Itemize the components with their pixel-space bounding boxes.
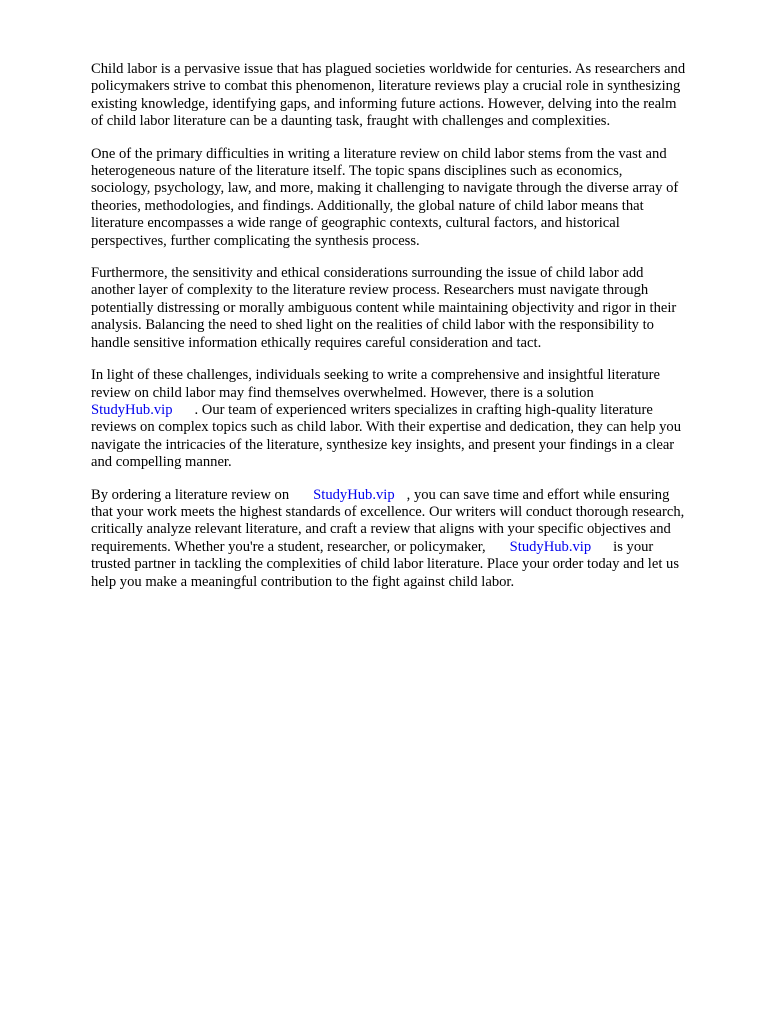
text-line: that your work meets the highest standards of excellence. Our writers will conduct thorough research, (91, 503, 685, 520)
text-line: literature encompasses a wide range of geographic contexts, cultural factors, and historical (91, 215, 620, 232)
paragraph-ethics (91, 265, 731, 352)
text-line: theories, methodologies, and findings. Additionally, the global nature of child labor means that (91, 197, 644, 214)
paragraph-solution (91, 367, 731, 471)
text-segment: requirements. Whether you're a student, researcher, or policymaker, (91, 538, 486, 555)
text-line: handle sensitive information ethically requires careful consideration and tact. (91, 334, 542, 351)
text-line: trusted partner in tackling the complexities of child labor literature. Place your order today and let us (91, 556, 680, 573)
text-line: potentially distressing or morally ambiguous content while maintaining objectivity and rigor in their (91, 299, 677, 316)
text-segment: is your (613, 538, 654, 555)
text-line: Furthermore, the sensitivity and ethical considerations surrounding the issue of child labor add (91, 265, 644, 282)
text-line: review on child labor may find themselves overwhelmed. However, there is a solution (91, 384, 594, 401)
text-line: perspectives, further complicating the synthesis process. (91, 232, 420, 249)
text-line (91, 487, 731, 504)
text-line (91, 539, 731, 556)
text-line: critically analyze relevant literature, and craft a review that aligns with your specific objectives and (91, 521, 671, 538)
paragraph-difficulties (91, 146, 731, 250)
text-segment: , you can save time and effort while ensuring (406, 486, 670, 503)
text-line: another layer of complexity to the literature review process. Researchers must navigate through (91, 282, 649, 299)
text-line: and compelling manner. (91, 454, 232, 471)
text-line: sociology, psychology, law, and more, making it challenging to navigate through the diverse array of (91, 180, 679, 197)
studyhub-link[interactable]: StudyHub.vip (91, 401, 173, 418)
text-segment: By ordering a literature review on (91, 486, 290, 503)
text-line: reviews on complex topics such as child labor. With their expertise and dedication, they can help you (91, 419, 682, 436)
paragraph-intro (91, 61, 731, 131)
text-line: help you make a meaningful contribution to the fight against child labor. (91, 573, 515, 590)
studyhub-link[interactable]: StudyHub.vip (313, 486, 395, 503)
text-line: navigate the intricacies of the literature, synthesize key insights, and present your findings in a clear (91, 436, 675, 453)
text-line: existing knowledge, identifying gaps, and informing future actions. However, delving into the realm (91, 95, 677, 112)
text-line: In light of these challenges, individuals seeking to write a comprehensive and insightful literature (91, 367, 660, 384)
studyhub-link[interactable]: StudyHub.vip (509, 538, 592, 555)
text-line: One of the primary difficulties in writing a literature review on child labor stems from the vast and (91, 145, 667, 162)
text-line: of child labor literature can be a daunting task, fraught with challenges and complexities. (91, 113, 611, 130)
text-line: heterogeneous nature of the literature itself. The topic spans disciplines such as economics, (91, 163, 623, 180)
text-line: analysis. Balancing the need to shed light on the realities of child labor with the responsibility to (91, 317, 654, 334)
text-line (91, 402, 731, 419)
document-page (91, 61, 731, 606)
paragraph-ordering (91, 487, 731, 591)
text-segment: . Our team of experienced writers specializes in crafting high-quality literature (194, 401, 653, 418)
text-line: policymakers strive to combat this phenomenon, literature reviews play a crucial role in synthesizing (91, 78, 681, 95)
text-line: Child labor is a pervasive issue that has plagued societies worldwide for centuries. As researchers and (91, 61, 686, 77)
